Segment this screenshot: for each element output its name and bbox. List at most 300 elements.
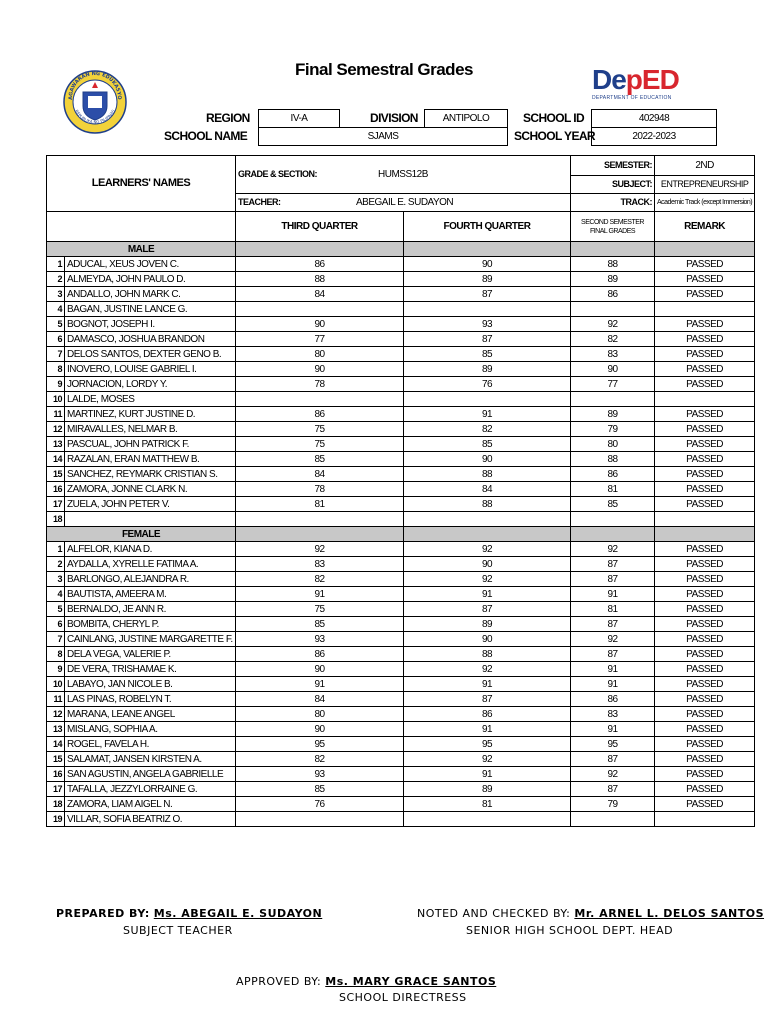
remark: PASSED (655, 737, 755, 752)
third-quarter-grade: 83 (236, 557, 404, 572)
subject-label: SUBJECT: (571, 176, 655, 194)
final-grade: 92 (571, 317, 655, 332)
student-row (47, 377, 755, 392)
third-quarter-grade: 88 (236, 272, 404, 287)
school-name-label: SCHOOL NAME (164, 129, 248, 143)
remark: PASSED (655, 437, 755, 452)
section-filler (404, 242, 571, 257)
remark: PASSED (655, 287, 755, 302)
student-name: MIRAVALLES, NELMAR B. (65, 422, 236, 437)
fourth-quarter-grade: 88 (404, 647, 571, 662)
remark (655, 302, 755, 317)
student-row (47, 392, 755, 407)
remark: PASSED (655, 572, 755, 587)
track-label: TRACK: (571, 194, 655, 212)
student-row (47, 782, 755, 797)
deped-seal-logo (62, 62, 128, 140)
student-row (47, 347, 755, 362)
student-name: MARTINEZ, KURT JUSTINE D. (65, 407, 236, 422)
student-name: JORNACION, LORDY Y. (65, 377, 236, 392)
third-quarter-grade: 82 (236, 572, 404, 587)
row-number: 9 (47, 377, 65, 392)
student-name: VILLAR, SOFIA BEATRIZ O. (65, 812, 236, 827)
remark: PASSED (655, 452, 755, 467)
remark: PASSED (655, 752, 755, 767)
fourth-quarter-grade: 89 (404, 782, 571, 797)
fourth-quarter-grade (404, 512, 571, 527)
student-row (47, 542, 755, 557)
teacher-label: TEACHER: (238, 197, 281, 207)
student-name: BERNALDO, JE ANN R. (65, 602, 236, 617)
fourth-quarter-grade: 92 (404, 542, 571, 557)
school-year-value: 2022-2023 (591, 127, 717, 146)
remark: PASSED (655, 587, 755, 602)
final-grades-header: SECOND SEMESTER FINAL GRADES (571, 212, 655, 242)
row-number: 6 (47, 617, 65, 632)
row-number: 18 (47, 512, 65, 527)
fourth-quarter-grade: 85 (404, 347, 571, 362)
final-grade: 86 (571, 692, 655, 707)
third-quarter-grade (236, 302, 404, 317)
row-number: 4 (47, 302, 65, 317)
remark: PASSED (655, 722, 755, 737)
student-name: MARANA, LEANE ANGEL (65, 707, 236, 722)
remark: PASSED (655, 602, 755, 617)
student-row (47, 707, 755, 722)
student-row (47, 752, 755, 767)
student-name: BARLONGO, ALEJANDRA R. (65, 572, 236, 587)
section-filler (236, 527, 404, 542)
remark: PASSED (655, 347, 755, 362)
row-number: 19 (47, 812, 65, 827)
row-number: 15 (47, 752, 65, 767)
student-row (47, 302, 755, 317)
student-name: BAGAN, JUSTINE LANCE G. (65, 302, 236, 317)
student-name: ALFELOR, KIANA D. (65, 542, 236, 557)
row-number: 8 (47, 647, 65, 662)
row-number: 1 (47, 542, 65, 557)
fourth-quarter-grade: 89 (404, 362, 571, 377)
remark: PASSED (655, 542, 755, 557)
fourth-quarter-grade: 95 (404, 737, 571, 752)
student-name: TAFALLA, JEZZYLORRAINE G. (65, 782, 236, 797)
remark: PASSED (655, 272, 755, 287)
remark: PASSED (655, 692, 755, 707)
fourth-quarter-grade: 90 (404, 257, 571, 272)
third-quarter-grade: 91 (236, 587, 404, 602)
fourth-quarter-grade: 93 (404, 317, 571, 332)
remark (655, 512, 755, 527)
row-number: 5 (47, 317, 65, 332)
third-quarter-grade: 86 (236, 407, 404, 422)
teacher-cell (236, 194, 571, 212)
learners-names-header: LEARNERS' NAMES (47, 156, 236, 212)
noted-by-role: SENIOR HIGH SCHOOL DEPT. HEAD (466, 924, 674, 937)
section-label: FEMALE (47, 527, 236, 542)
final-grade: 90 (571, 362, 655, 377)
section-filler (655, 242, 755, 257)
student-row (47, 362, 755, 377)
student-name: ZAMORA, LIAM AIGEL N. (65, 797, 236, 812)
third-quarter-grade: 90 (236, 722, 404, 737)
student-row (47, 407, 755, 422)
fourth-quarter-grade: 88 (404, 497, 571, 512)
student-row (47, 812, 755, 827)
remark: PASSED (655, 647, 755, 662)
row-number: 12 (47, 707, 65, 722)
row-number: 17 (47, 782, 65, 797)
final-grade: 86 (571, 467, 655, 482)
row-number: 13 (47, 722, 65, 737)
region-value: IV-A (258, 109, 340, 128)
student-name: AYDALLA, XYRELLE FATIMA A. (65, 557, 236, 572)
student-name: CAINLANG, JUSTINE MARGARETTE F. (65, 632, 236, 647)
student-row (47, 617, 755, 632)
fourth-quarter-grade: 91 (404, 587, 571, 602)
third-quarter-grade (236, 512, 404, 527)
remark: PASSED (655, 767, 755, 782)
final-grade: 89 (571, 272, 655, 287)
student-row (47, 272, 755, 287)
third-quarter-header: THIRD QUARTER (236, 212, 404, 242)
student-name: BOMBITA, CHERYL P. (65, 617, 236, 632)
third-quarter-grade: 95 (236, 737, 404, 752)
student-row (47, 512, 755, 527)
third-quarter-grade: 90 (236, 362, 404, 377)
third-quarter-grade: 92 (236, 542, 404, 557)
final-grade: 88 (571, 452, 655, 467)
remark-header: REMARK (655, 212, 755, 242)
fourth-quarter-grade: 82 (404, 422, 571, 437)
final-grade: 81 (571, 602, 655, 617)
third-quarter-grade (236, 812, 404, 827)
student-row (47, 557, 755, 572)
school-id-value: 402948 (591, 109, 717, 128)
student-name: ZAMORA, JONNE CLARK N. (65, 482, 236, 497)
fourth-quarter-grade: 90 (404, 632, 571, 647)
fourth-quarter-grade: 90 (404, 557, 571, 572)
section-filler (571, 527, 655, 542)
row-number: 18 (47, 797, 65, 812)
grades-table (46, 155, 755, 827)
fourth-quarter-grade: 87 (404, 287, 571, 302)
student-name: SANCHEZ, REYMARK CRISTIAN S. (65, 467, 236, 482)
division-value: ANTIPOLO (424, 109, 508, 128)
remark: PASSED (655, 557, 755, 572)
third-quarter-grade: 85 (236, 782, 404, 797)
student-row (47, 437, 755, 452)
remark: PASSED (655, 407, 755, 422)
third-quarter-grade: 75 (236, 602, 404, 617)
student-name: PASCUAL, JOHN PATRICK F. (65, 437, 236, 452)
remark: PASSED (655, 617, 755, 632)
remark: PASSED (655, 482, 755, 497)
student-row (47, 797, 755, 812)
remark (655, 812, 755, 827)
third-quarter-grade: 76 (236, 797, 404, 812)
fourth-quarter-grade: 90 (404, 452, 571, 467)
third-quarter-grade: 85 (236, 452, 404, 467)
final-grade: 89 (571, 407, 655, 422)
student-name: LAS PINAS, ROBELYN T. (65, 692, 236, 707)
student-name: DELA VEGA, VALERIE P. (65, 647, 236, 662)
row-number: 1 (47, 257, 65, 272)
grade-section-label: GRADE & SECTION: (238, 169, 318, 179)
student-name: LALDE, MOSES (65, 392, 236, 407)
third-quarter-grade: 80 (236, 347, 404, 362)
student-name: ADUCAL, XEUS JOVEN C. (65, 257, 236, 272)
final-grade: 92 (571, 632, 655, 647)
student-name: ANDALLO, JOHN MARK C. (65, 287, 236, 302)
fourth-quarter-grade: 87 (404, 332, 571, 347)
fourth-quarter-grade: 76 (404, 377, 571, 392)
row-number: 15 (47, 467, 65, 482)
section-label: MALE (47, 242, 236, 257)
prepared-by-block (56, 907, 322, 920)
approved-by-name: Ms. MARY GRACE SANTOS (325, 975, 497, 988)
third-quarter-grade: 82 (236, 752, 404, 767)
student-name: ZUELA, JOHN PETER V. (65, 497, 236, 512)
row-number: 3 (47, 287, 65, 302)
region-label: REGION (206, 111, 250, 125)
student-name: DELOS SANTOS, DEXTER GENO B. (65, 347, 236, 362)
fourth-quarter-grade (404, 302, 571, 317)
final-grade: 91 (571, 662, 655, 677)
fourth-quarter-grade: 91 (404, 722, 571, 737)
student-row (47, 677, 755, 692)
fourth-quarter-grade: 87 (404, 692, 571, 707)
remark: PASSED (655, 662, 755, 677)
deped-logo: DepED DEPARTMENT OF EDUCATION (592, 64, 679, 101)
row-number: 2 (47, 557, 65, 572)
student-row (47, 767, 755, 782)
approved-by-role: SCHOOL DIRECTRESS (339, 991, 467, 1004)
third-quarter-grade: 90 (236, 662, 404, 677)
third-quarter-grade: 93 (236, 632, 404, 647)
remark: PASSED (655, 632, 755, 647)
third-quarter-grade: 85 (236, 617, 404, 632)
remark: PASSED (655, 707, 755, 722)
noted-by-block (417, 907, 764, 920)
noted-by-name: Mr. ARNEL L. DELOS SANTOS (574, 907, 765, 920)
third-quarter-grade: 90 (236, 317, 404, 332)
student-row (47, 722, 755, 737)
remark: PASSED (655, 257, 755, 272)
fourth-quarter-grade: 92 (404, 662, 571, 677)
final-grade: 87 (571, 557, 655, 572)
final-grade: 79 (571, 797, 655, 812)
subject-value: ENTREPRENEURSHIP (655, 176, 755, 194)
third-quarter-grade: 93 (236, 767, 404, 782)
student-row (47, 467, 755, 482)
final-grade: 91 (571, 587, 655, 602)
student-row (47, 497, 755, 512)
section-filler (236, 242, 404, 257)
prepared-by-name: Ms. ABEGAIL E. SUDAYON (153, 907, 323, 920)
student-name: DAMASCO, JOSHUA BRANDON (65, 332, 236, 347)
remark (655, 392, 755, 407)
row-number: 17 (47, 497, 65, 512)
fourth-quarter-grade: 86 (404, 707, 571, 722)
student-row (47, 332, 755, 347)
fourth-quarter-grade: 81 (404, 797, 571, 812)
third-quarter-grade: 81 (236, 497, 404, 512)
fourth-quarter-grade: 88 (404, 467, 571, 482)
student-row (47, 317, 755, 332)
third-quarter-grade: 80 (236, 707, 404, 722)
remark: PASSED (655, 677, 755, 692)
row-number: 5 (47, 602, 65, 617)
row-number: 12 (47, 422, 65, 437)
row-number: 16 (47, 767, 65, 782)
school-year-label: SCHOOL YEAR (514, 129, 595, 143)
approved-by-block (236, 975, 496, 988)
row-number: 14 (47, 737, 65, 752)
student-name: ROGEL, FAVELA H. (65, 737, 236, 752)
final-grade: 92 (571, 767, 655, 782)
third-quarter-grade: 84 (236, 692, 404, 707)
row-number: 7 (47, 632, 65, 647)
row-number: 3 (47, 572, 65, 587)
grade-section-value: HUMSS12B (378, 169, 428, 180)
final-grade: 92 (571, 542, 655, 557)
svg-text:KAGAWARAN NG EDUKASYON: AGAWARAN NG EDUKASYO (67, 70, 123, 100)
student-name (65, 512, 236, 527)
student-row (47, 662, 755, 677)
row-number: 8 (47, 362, 65, 377)
final-grade: 77 (571, 377, 655, 392)
final-grade: 87 (571, 617, 655, 632)
remark: PASSED (655, 377, 755, 392)
final-grade: 85 (571, 497, 655, 512)
fourth-quarter-grade: 89 (404, 272, 571, 287)
svg-text:REPUBLIKA NG PILIPINAS: REPUBLIKA NG PILIPINAS (74, 108, 116, 125)
fourth-quarter-grade: 87 (404, 602, 571, 617)
third-quarter-grade: 75 (236, 437, 404, 452)
prepared-by-role: SUBJECT TEACHER (123, 924, 233, 937)
noted-by-label: NOTED AND CHECKED BY: (417, 907, 571, 920)
row-number: 10 (47, 392, 65, 407)
fourth-quarter-grade (404, 392, 571, 407)
student-row (47, 737, 755, 752)
third-quarter-grade: 84 (236, 287, 404, 302)
row-number: 7 (47, 347, 65, 362)
student-row (47, 587, 755, 602)
row-number: 4 (47, 587, 65, 602)
student-name: BAUTISTA, AMEERA M. (65, 587, 236, 602)
remark: PASSED (655, 332, 755, 347)
header-spacer (47, 212, 236, 242)
third-quarter-grade: 91 (236, 677, 404, 692)
fourth-quarter-grade: 91 (404, 677, 571, 692)
final-grade: 91 (571, 677, 655, 692)
third-quarter-grade: 75 (236, 422, 404, 437)
approved-by-label: APPROVED BY: (236, 975, 322, 988)
section-filler (655, 527, 755, 542)
division-label: DIVISION (370, 111, 418, 125)
remark: PASSED (655, 782, 755, 797)
semester-value: 2ND (655, 156, 755, 176)
section-filler (571, 242, 655, 257)
final-grade: 80 (571, 437, 655, 452)
third-quarter-grade: 78 (236, 482, 404, 497)
final-grade: 95 (571, 737, 655, 752)
third-quarter-grade: 78 (236, 377, 404, 392)
final-grade: 82 (571, 332, 655, 347)
final-grade (571, 302, 655, 317)
fourth-quarter-grade: 91 (404, 407, 571, 422)
remark: PASSED (655, 362, 755, 377)
third-quarter-grade (236, 392, 404, 407)
student-row (47, 572, 755, 587)
student-name: LABAYO, JAN NICOLE B. (65, 677, 236, 692)
final-grade: 87 (571, 572, 655, 587)
page-title: Final Semestral Grades (295, 60, 473, 79)
row-number: 14 (47, 452, 65, 467)
student-name: ALMEYDA, JOHN PAULO D. (65, 272, 236, 287)
school-name-value: SJAMS (258, 127, 508, 146)
student-name: INOVERO, LOUISE GABRIEL I. (65, 362, 236, 377)
final-grade: 91 (571, 722, 655, 737)
student-name: BOGNOT, JOSEPH I. (65, 317, 236, 332)
fourth-quarter-grade: 85 (404, 437, 571, 452)
student-name: RAZALAN, ERAN MATTHEW B. (65, 452, 236, 467)
row-number: 16 (47, 482, 65, 497)
third-quarter-grade: 77 (236, 332, 404, 347)
row-number: 10 (47, 677, 65, 692)
fourth-quarter-grade: 84 (404, 482, 571, 497)
section-filler (404, 527, 571, 542)
female-section-header (47, 527, 755, 542)
student-row (47, 287, 755, 302)
row-number: 6 (47, 332, 65, 347)
grade-section-cell (236, 156, 571, 194)
final-grade (571, 392, 655, 407)
student-row (47, 452, 755, 467)
row-number: 9 (47, 662, 65, 677)
final-grade: 81 (571, 482, 655, 497)
semester-label: SEMESTER: (571, 156, 655, 176)
student-row (47, 647, 755, 662)
remark: PASSED (655, 797, 755, 812)
third-quarter-grade: 86 (236, 647, 404, 662)
remark: PASSED (655, 497, 755, 512)
final-grade: 83 (571, 347, 655, 362)
track-value: Academic Track (except Immersion) (655, 194, 755, 212)
student-name: SAN AGUSTIN, ANGELA GABRIELLE (65, 767, 236, 782)
final-grade: 87 (571, 752, 655, 767)
remark: PASSED (655, 317, 755, 332)
student-row (47, 632, 755, 647)
remark: PASSED (655, 422, 755, 437)
row-number: 11 (47, 692, 65, 707)
student-name: SALAMAT, JANSEN KIRSTEN A. (65, 752, 236, 767)
fourth-quarter-grade: 91 (404, 767, 571, 782)
fourth-quarter-grade: 89 (404, 617, 571, 632)
fourth-quarter-grade: 92 (404, 752, 571, 767)
third-quarter-grade: 84 (236, 467, 404, 482)
prepared-by-label: PREPARED BY: (56, 907, 150, 920)
student-row (47, 257, 755, 272)
final-grade: 87 (571, 782, 655, 797)
fourth-quarter-grade (404, 812, 571, 827)
row-number: 2 (47, 272, 65, 287)
student-row (47, 602, 755, 617)
male-section-header (47, 242, 755, 257)
fourth-quarter-header: FOURTH QUARTER (404, 212, 571, 242)
row-number: 11 (47, 407, 65, 422)
fourth-quarter-grade: 92 (404, 572, 571, 587)
